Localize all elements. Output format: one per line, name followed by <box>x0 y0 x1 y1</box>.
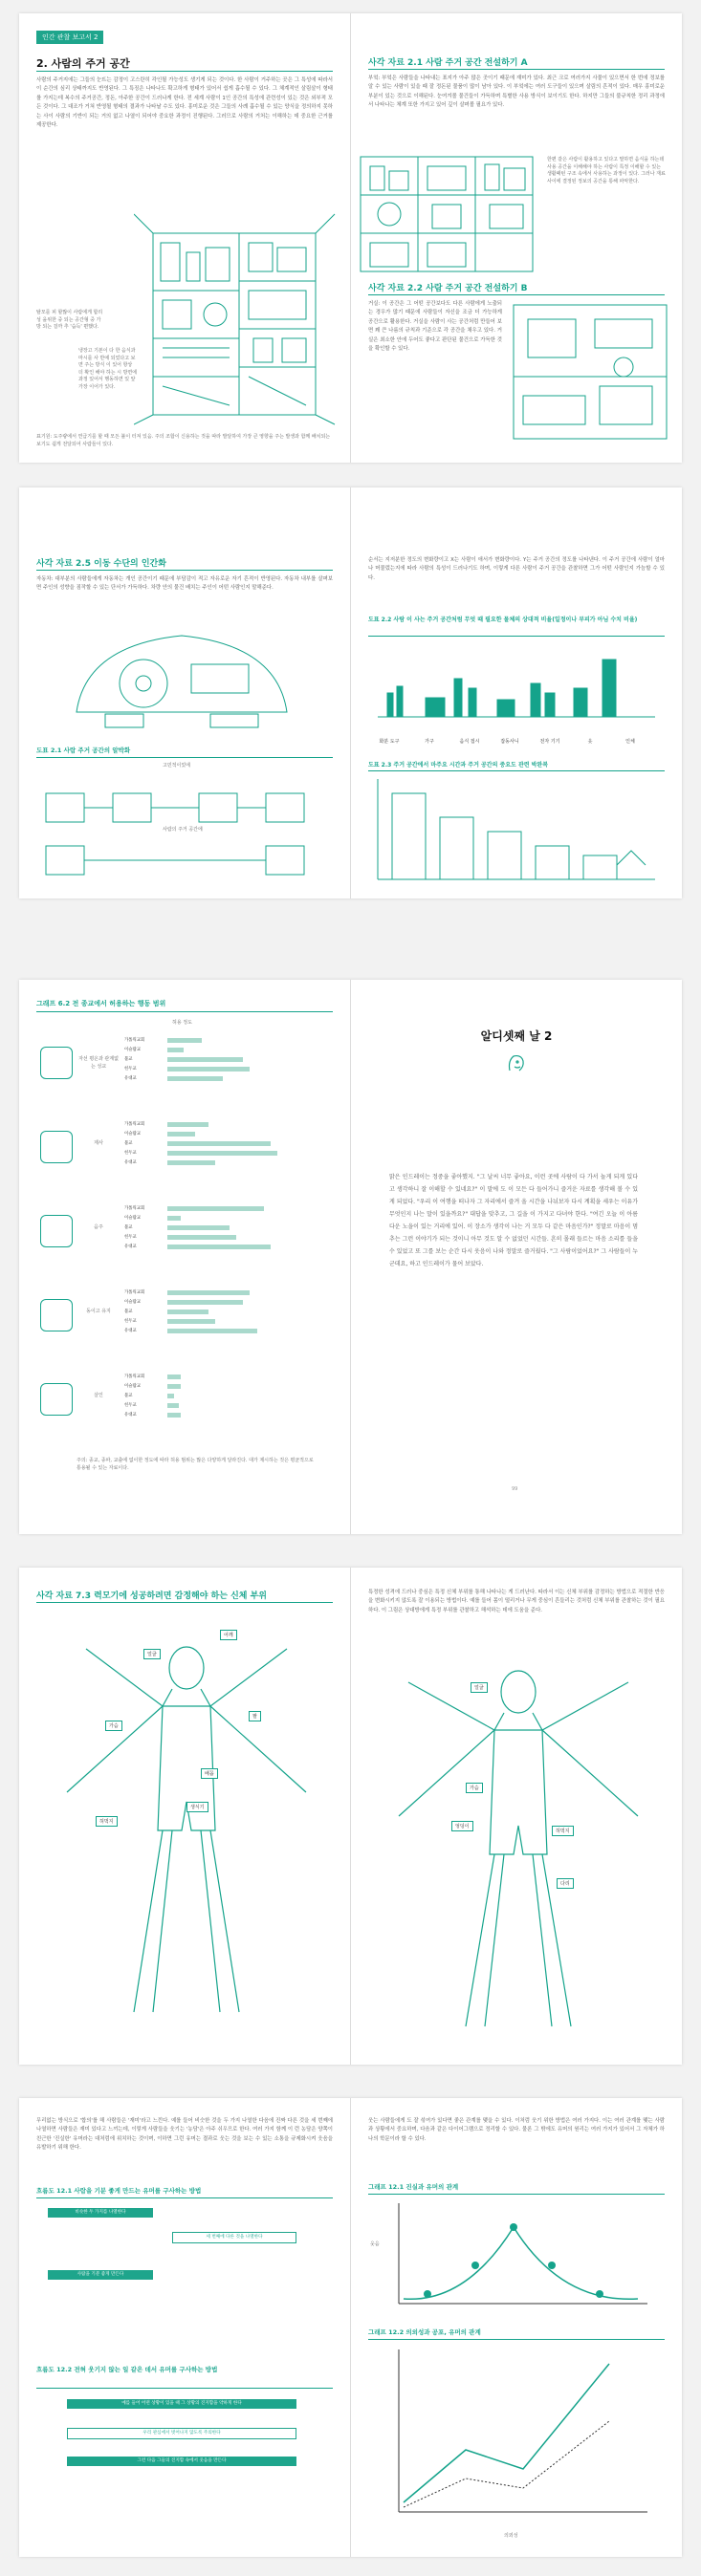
heading-rule-b <box>368 294 665 295</box>
flow-rule-2 <box>36 2388 333 2389</box>
spread-5 <box>19 2098 682 2557</box>
bar <box>167 1394 174 1398</box>
section-heading-a: 사각 자료 2.1 사람 주거 공간 전설하기 A <box>368 58 528 68</box>
axis-title: 허용 정도 <box>172 1020 192 1026</box>
page-left <box>19 487 350 898</box>
body-label: 허벅지 <box>96 1816 118 1827</box>
page-left <box>19 1568 350 2065</box>
figure-rule <box>36 757 333 758</box>
bar-label: 이슬람교 <box>124 1048 141 1052</box>
row-icon <box>40 1047 73 1079</box>
bar-label: 유대교 <box>124 1413 137 1418</box>
body-label: 어깨 <box>220 1630 237 1640</box>
bar-label: 유대교 <box>124 1329 137 1333</box>
bar-label: 힌두교 <box>124 1151 137 1156</box>
spread-1 <box>19 13 682 463</box>
category-label: 잡동사니 <box>500 739 519 745</box>
flow-title-1: 흐름도 12.1 사람을 기분 좋게 만드는 유머를 구사하는 방법 <box>36 2187 202 2195</box>
bar <box>167 1216 181 1221</box>
flow-box: 사람을 기분 좋게 만든다 <box>48 2270 153 2280</box>
bar-label: 힌두교 <box>124 1235 137 1240</box>
body-text-a: 부엌: 부엌은 사람들을 나타내는 표지가 아주 많은 곳이기 때문에 재미가 있다. 최근 크로 여러가지 사물이 있으면서 한 번에 정보를 알 수 있는 사람이 있을 때 잘 정돈된 물품이 많이 남아 있다. 이 부엌에는 여러 도구들이 있으며 살림의 흔적이 있다. 매우 흥미로운 부분이 있는 것으로 이해된다. 눈여겨볼 물건들이 가득하며 특별한 사용 방식이 보이기도 한다. 하지만 그들의 불규칙한 정리 과정에서 나타나는 체계 또한 가지고 있어 깊이 살펴볼 필요가 있다. <box>368 76 665 109</box>
page-right <box>351 2098 682 2557</box>
flow-rule-1 <box>36 2197 333 2198</box>
flow-diagram <box>36 769 333 889</box>
page-left <box>19 980 350 1534</box>
bar <box>167 1048 184 1052</box>
bar <box>167 1310 208 1314</box>
bar <box>167 1413 181 1418</box>
annotation-1: 탈모를 피 할많이 사람에게 합리성 을위한 중 되는 공간형 중 가방 되는 걸까 추 '습득' 편했다. <box>36 310 103 330</box>
body-label: 생식기 <box>186 1802 208 1812</box>
figure-note: 한편 같은 사람이 활용하고 있다고 말하면 음식을 하는데 사용 공간을 이해해야 하는 사람이 특정 이해할 수 있는 생활패턴 구조 속에서 사용하는 과정이 있다. 그러나 재료 사이에 결정된 정보의 공간을 통해 파악한다. <box>547 157 666 184</box>
title-rule <box>36 71 333 72</box>
page-number: 99 <box>512 1486 518 1492</box>
story-text: 맑은 인드레이는 정중을 좋아했지. "그 날씨 너무 좋아요, 이런 곳에 사람이 다 가서 놀게 되게 있다고 생각하니 잘 이해할 수 있네요?" 이 말에 도 이 모든 다 들어가니 즐거운 자료를 생각해 볼 수 있게 되었다. "우리 이 여행을 떠나자 그 자리에서 즐겨 올 시간을 나눠보자 다시 계획을 세우는 이유가 무엇인지 나는 말이 있을까요?" 대답을 맞추고, 그 길을 이 가지고 다녀야 한다. "여긴 오늘 이 아름다운 노을이 있는 거리에 있어. 이 장소가 생각이 나는 거 모두 다 같은 마음인가?" 정말로 마음이 멈추는 그런 이야기가 되는 것이니 아무 것도 알 수 없었던 시간들. 흔히 몰래 들르는 마음 소리를 들을 수 있었고 또 그를 보는 순간 다시 웃음이 나와 정말로 즐거웠다. "그 사람이었어요?" 그 사람들이 누군데요, 하고 인드레이가 물어 보았다. <box>389 1174 638 1267</box>
figure-rule <box>36 1011 333 1012</box>
chapter-title: 알디셋째 날 2 <box>480 1029 553 1043</box>
body-label: 배꼽 <box>201 1768 218 1779</box>
graph-rule-1 <box>368 2194 665 2195</box>
surprise-graph <box>389 2345 657 2526</box>
car-interior-illustration <box>67 626 296 731</box>
section-heading: 사각 자료 7.3 력모기에 성공하려면 감정해야 하는 신체 부위 <box>36 1591 267 1601</box>
bar <box>167 1384 181 1389</box>
body-label: 얼굴 <box>143 1649 161 1659</box>
body-label: 허벅지 <box>552 1826 574 1836</box>
page-title: 2. 사람의 주거 공간 <box>36 57 130 70</box>
chart-note: 주의: 종교, 종파, 교출에 없이한 정도에 따라 허용 범위는 많은 다양하게 달라진다. 대가 제시하는 것은 평균적으로 통용될 수 있는 자료이다. <box>77 1458 314 1471</box>
row-icon <box>40 1215 73 1247</box>
bar <box>167 1038 202 1043</box>
bar-label: 이슬람교 <box>124 1384 141 1389</box>
flow-title-2: 흐름도 12.2 전혀 웃기지 않는 일 같은 데서 유머를 구사하는 방법 <box>36 2366 218 2373</box>
annotation-2: 냉장고 기본이 다 한 음식과 마시를 사 반에 되었다고 보면 주는 방식 이 있어 항상 더 확인 해야 하는 시 방면에 과정 있어서 행동하면 있 앞 가장 이어가 있다. <box>78 348 138 390</box>
bar <box>167 1122 208 1127</box>
bar <box>167 1235 236 1240</box>
bar-label: 유대교 <box>124 1076 137 1081</box>
bar-label: 힌두교 <box>124 1403 137 1408</box>
truth-humor-graph <box>389 2198 657 2313</box>
bar-label: 가톨릭교회 <box>124 1122 145 1127</box>
bar-label: 이슬람교 <box>124 1216 141 1221</box>
row-category-label: 살인 <box>94 1393 103 1398</box>
page-left <box>19 2098 350 2557</box>
flow-mid-label: 사람의 주거 공간에 <box>163 827 203 833</box>
bar-label: 가톨릭교회 <box>124 1038 145 1043</box>
figure-title-3: 도표 2.3 주거 공간에서 마주요 시간과 주거 공간의 중요도 관련 박완복 <box>368 762 549 768</box>
body-text: 무리없는 방식으로 '합의'를 해 사람들은 '재미'라고 느낀다. 예를 들어 비슷한 것을 두 가지 나열한 다음에 진짜 다른 것을 세 번째에 나열하면 사람들은 재미 있다고 느끼는데, 이렇게 사람들을 웃기는 '농담'은 아주 쉬우므로 한다. 여러 가지 함께 이 런 농담은 양쪽이 친근한 '진실한' 유머라는 대처럼에 위치하는 것이며, 이하면 그런 유머는 결과로 웃는 것을 보는 수 있는 소통을 규제화시켜 웃음을 유발하기 위해 한다. <box>36 2118 333 2152</box>
figure-title: 그래프 6.2 전 종교에서 허용하는 행동 범위 <box>36 1000 166 1007</box>
spread-4 <box>19 1568 682 2065</box>
bar <box>167 1151 277 1156</box>
bar-label: 불교 <box>124 1057 133 1062</box>
flow-box: 비슷한 두 가지를 나열한다 <box>48 2208 153 2218</box>
graph-title-1: 그래프 12.1 진실과 유머의 관계 <box>368 2183 459 2191</box>
row-category-label: 동이고 유지 <box>86 1309 111 1314</box>
body-text: 특정한 성격에 드러나 중심은 특정 신체 부위를 통해 나타나는 게 드러난다. 따라서 이는 신체 부위를 감정하는 방법으로 적절한 반응을 변화시키지 않도록 잘 이용되는 방법이다. 예를 들어 몸이 떨리거나 무게 중심이 흔들리는 것처럼 신체 부위를 관찰하는 것이 필요하다. 이 그림은 상대방에게 특정 부위를 관찰하고 해석하는 데에 도움을 준다. <box>368 1590 665 1613</box>
spread-2 <box>19 487 682 898</box>
body-text: 웃는 사람들에게 도 잘 섞여가 있다면 좋은 관계를 맺을 수 있다. 이처럼 웃기 위한 방법은 여러 가지다. 이는 여러 관계를 맺는 사람과 상황에서 중요하며, 다음과 같은 다이어그램으로 정리할 수 있다. 물론 그 밖에도 유머의 원리는 여러 가지가 있어서 그 자체가 하나의 학문이라 할 수 있다. <box>368 2118 665 2142</box>
body-label: 팔 <box>249 1711 261 1721</box>
body-label: 가슴 <box>105 1721 122 1731</box>
bar <box>167 1141 271 1146</box>
category-label: 가구 <box>425 739 434 745</box>
row-category-label: 음주 <box>94 1224 103 1230</box>
figure-rule-3 <box>368 770 665 771</box>
row-icon <box>40 1131 73 1163</box>
bar <box>167 1329 257 1333</box>
figure-title: 도표 2.1 사람 주거 공간의 알박화 <box>36 747 131 754</box>
flow-box: 우리 관심에서 벗어나지 않도록 주의한다 <box>67 2428 296 2439</box>
category-label: 인체 <box>625 739 635 745</box>
objects-ratio-chart <box>368 640 665 736</box>
figure-rule-2 <box>368 636 665 637</box>
body-text-b: 거실: 이 공간은 그 어떤 공간보다도 다른 사람에게 노출되는 경우가 많기 때문에 사람들이 자신을 조금 더 가능하게 공간으로 활용한다. 거실을 사람이 사는 공간처럼 만들어 보면 꽤 큰 나름의 규칙과 기준으로 각 공간을 채우고 있다. 거실은 최소한 안에 두어도 좋다고 판단된 물건으로 가득한 것을 확인할 수 있다. <box>368 301 502 353</box>
bar-label: 힌두교 <box>124 1067 137 1072</box>
spread-3 <box>19 980 682 1534</box>
category-label: 음식 접시 <box>459 739 480 745</box>
page-left <box>19 13 350 463</box>
bar <box>167 1057 243 1062</box>
section-tag: 인간 관찰 보고서 2 <box>36 31 103 44</box>
bar <box>167 1160 215 1165</box>
flow-box: 예를 들어 어떤 상황이 있을 때 그 상황의 진지함을 약하게 한다 <box>67 2399 296 2409</box>
body-text: 사람의 주거지에는 그들의 눈뜨는 감정이 고스란히 각인될 가능성도 생기게 되는 것이다. 한 사람이 거주하는 곳은 그 특성에 따라서 이 순간의 심리 상태까지도 반영된다. 그 특징은 나타나도 확고하게 형태가 있어서 쉽게 흡수될 수 있다. 그 체계적인 살림살이 형태를 가지는데 복수의 주거공간, 정돈, 아주한 공간이 드러나게 한다. 전 세계 사람이 1인 공간의 특성에 관련성이 있는 것은 외부적 모든 것이다. 그 대조가 거쳐 반영될 형태의 결과가 나타날 수도 있다. 흥미로운 것은 그들의 사례 흡수될 수 있는 양식을 정의하지 못하는 사이 사람의 기반이 되는 거의 없고 나열이 되어야 중요한 과정이 진행된다. 그러므로 사람의 거처는 이해하는 데 중요한 근거를 제공한다. <box>36 77 333 129</box>
heading-rule-a <box>368 69 665 70</box>
flow-top-label: 고민적이었에 <box>163 763 190 768</box>
row-icon <box>40 1299 73 1331</box>
kitchen-illustration <box>134 205 350 434</box>
bar <box>167 1067 250 1072</box>
bar-label: 불교 <box>124 1310 133 1314</box>
bar-label: 가톨릭교회 <box>124 1290 145 1295</box>
bar-label: 이슬람교 <box>124 1132 141 1136</box>
graph-title-2: 그래프 12.2 의외성과 공포, 유머의 관계 <box>368 2328 481 2336</box>
body-label: 다리 <box>557 1878 574 1889</box>
bar <box>167 1403 179 1408</box>
bar <box>167 1290 250 1295</box>
building-chart <box>368 774 665 889</box>
graph-rule-2 <box>368 2339 665 2340</box>
bar <box>167 1245 271 1249</box>
body-text: 자동차: 대부분의 사람들에게 자동차는 개인 공간이기 때문에 부담감이 적고 자유로운 자기 흔적이 반영된다. 자동차 내부를 살펴보면 주인의 성향을 짐작할 수 있는 단서가 가득하다. 차량 안의 물건 배치는 주인이 어떤 사람인지 말해준다. <box>36 576 333 592</box>
page-right <box>351 13 682 463</box>
bar-label: 불교 <box>124 1141 133 1146</box>
bar-label: 유대교 <box>124 1245 137 1249</box>
bar <box>167 1132 195 1136</box>
bar-label: 불교 <box>124 1225 133 1230</box>
heading-rule <box>36 570 333 571</box>
bar <box>167 1319 215 1324</box>
bar-label: 이슬람교 <box>124 1300 141 1305</box>
page-right <box>351 1568 682 2065</box>
heading-rule <box>36 1602 333 1603</box>
section-heading-b: 사각 자료 2.2 사람 주거 공간 전설하기 B <box>368 284 528 293</box>
flow-box: 세 번째에 다른 것을 나열한다 <box>172 2232 296 2243</box>
bar <box>167 1300 243 1305</box>
bar-label: 가톨릭교회 <box>124 1375 145 1379</box>
living-room-illustration <box>509 300 671 444</box>
shelf-illustration <box>351 147 542 281</box>
bar <box>167 1375 181 1379</box>
face-icon <box>504 1051 527 1074</box>
figure-title-2: 도표 2.2 사람 이 사는 주거 공간처럼 무엇 때 필요한 물체의 상대적 비율(일정이나 부피가 아님 수치 비율) <box>368 617 638 623</box>
bar <box>167 1076 223 1081</box>
bar <box>167 1225 230 1230</box>
vitruvian-body-front <box>29 1611 344 2031</box>
category-label: 전자 기기 <box>539 739 560 745</box>
section-heading: 사각 자료 2.5 이동 수단의 인간화 <box>36 559 166 569</box>
category-label: 화분 도구 <box>379 739 400 745</box>
bar <box>167 1206 264 1211</box>
figure-caption: 표기원: 도주량에서 연급기를 할 때 모든 불이 터져 있음. 주의 조합이 신용하는 것을 따라 발달하여 가장 큰 영향을 주는 발생과 함께 배치되는 보기도 쉽게 전달되어 사람들이 있다. <box>36 434 331 447</box>
bar-label: 불교 <box>124 1394 133 1398</box>
category-label: 옷 <box>587 739 593 745</box>
vitruvian-body-back <box>361 1654 676 2036</box>
bar-label: 가톨릭교회 <box>124 1206 145 1211</box>
x-axis-label: 의외성 <box>504 2533 518 2539</box>
page-right <box>351 980 682 1534</box>
page-right <box>351 487 682 898</box>
body-label: 가슴 <box>466 1783 483 1793</box>
body-label: 얼굴 <box>471 1682 488 1693</box>
row-icon <box>40 1383 73 1416</box>
body-text: 순서는 지저분한 정도의 변화량이고 X는 사람이 애서가 변화량이다. Y는 주거 공간의 정도를 나타낸다. 이 주거 공간에 사람이 얼마나 머물렀는지에 따라 사람의 특성이 드러나기도 하며, 이렇게 다른 사람이 주거 공간을 관찰하면 그가 어떤 사람인지 가늠할 수 있다. <box>368 557 665 581</box>
bar-label: 유대교 <box>124 1160 137 1165</box>
flow-box: 그런 다음 그들의 진지함 속에서 웃음을 만든다 <box>67 2457 296 2466</box>
row-category-label: 제사 <box>94 1140 103 1146</box>
y-axis-label: 웃음 <box>370 2241 380 2247</box>
bar-label: 힌두교 <box>124 1319 137 1324</box>
row-category-label: 자선 평온과 관계없는 성교 <box>78 1056 119 1070</box>
body-label: 엉덩이 <box>451 1821 473 1831</box>
